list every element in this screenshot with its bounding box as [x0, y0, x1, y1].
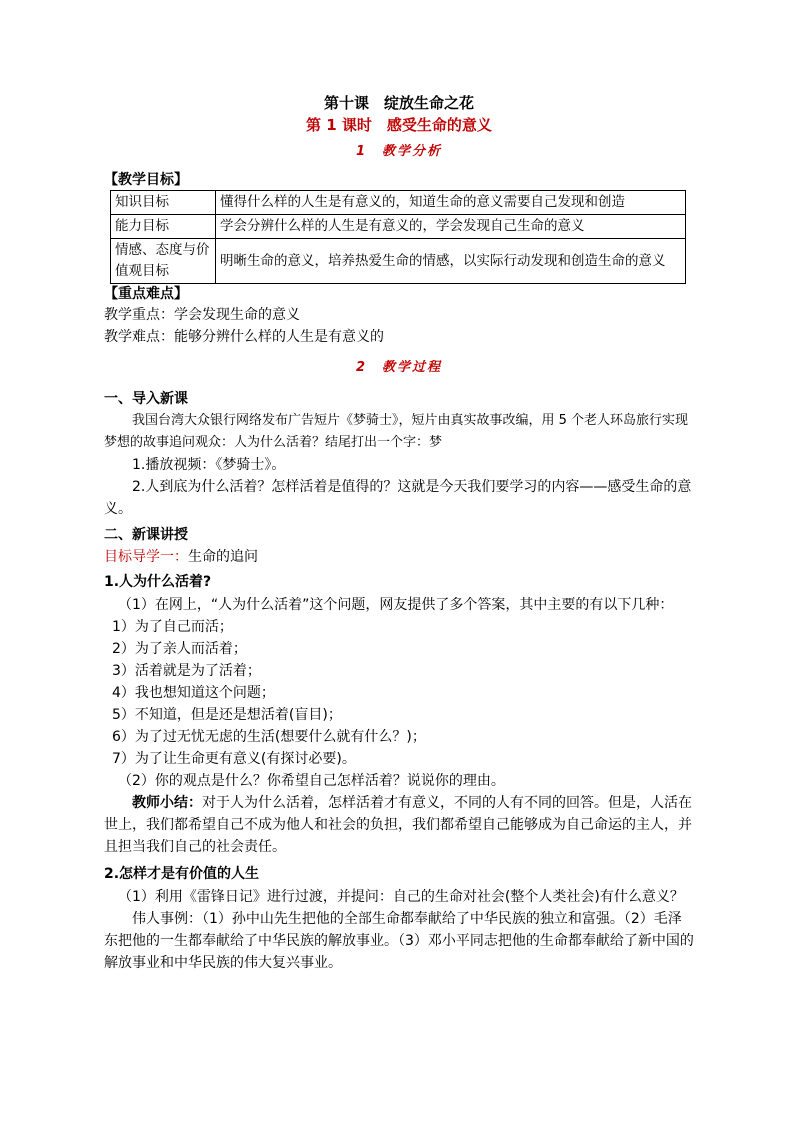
- summary-text: 对于人为什么活着，怎样活着才有意义，不同的人有不同的回答。但是，人活在世上，我们都希望自己不成为他人和社会的负担，我们都希望自己能够成为自己命运的主人，并且担当我们自己的社会责任。: [104, 795, 692, 855]
- list-item: 1）为了自己而活；: [112, 619, 233, 635]
- goal-label: 目标导学一：: [104, 549, 188, 565]
- objectives-table: [110, 190, 686, 284]
- goal-text: 生命的追问: [188, 549, 258, 565]
- lesson-title: 第十课 绽放生命之花: [323, 94, 474, 112]
- question-1-paragraph: （1）在网上，“人为什么活着”这个问题，网友提供了多个答案，其中主要的有以下几种：: [118, 597, 674, 613]
- lesson-heading: 二、新课讲授: [104, 527, 188, 543]
- objective-label: 情感、态度与价值观目标: [111, 239, 216, 284]
- objective-text: 懂得什么样的人生是有意义的，知道生命的意义需要自己发现和创造: [216, 191, 686, 215]
- question-1-paragraph-2: （2）你的观点是什么？你希望自己怎样活着？说说你的理由。: [118, 773, 505, 789]
- list-item: 4）我也想知道这个问题；: [112, 685, 275, 701]
- goal-line: [104, 546, 694, 568]
- question-2-paragraph: （1）利用《雷锋日记》进行过渡，并提问：自己的生命对社会(整个人类社会)有什么意义？: [118, 889, 684, 905]
- question-1-heading: 1.人为什么活着?: [104, 574, 212, 590]
- teaching-difficulty: 教学难点：能够分辨什么样的人生是有意义的: [104, 329, 384, 345]
- answers-list: [104, 616, 694, 770]
- intro-paragraph: 我国台湾大众银行网络发布广告短片《梦骑士》，短片由真实故事改编，用 5 个老人环岛旅行实现梦想的故事追问观众：人为什么活着？结尾打出一个字：梦: [104, 413, 689, 450]
- list-item: 2）为了亲人而活着；: [112, 641, 247, 657]
- section-process-heading: 2 教学过程: [355, 360, 443, 375]
- section-analysis-heading: 1 教学分析: [355, 144, 443, 159]
- objective-text: 明晰生命的意义，培养热爱生命的情感，以实际行动发现和创造生命的意义: [216, 239, 686, 284]
- teaching-focus: 教学重点：学会发现生命的意义: [104, 307, 300, 323]
- list-item: 6）为了过无忧无虑的生活(想要什么就有什么？)；: [112, 729, 426, 745]
- lesson-subtitle: 第 1 课时 感受生命的意义: [306, 116, 492, 134]
- teacher-summary: [104, 792, 694, 858]
- question-2-heading: 2.怎样才是有价值的人生: [104, 866, 260, 882]
- objective-text: 学会分辨什么样的人生是有意义的，学会发现自己生命的意义: [216, 215, 686, 239]
- document-page: [104, 92, 694, 974]
- table-row: [111, 239, 686, 284]
- objectives-heading: 【教学目标】: [104, 172, 188, 188]
- table-row: [111, 191, 686, 215]
- table-row: [111, 215, 686, 239]
- list-item: 5）不知道，但是还是想活着(盲目)；: [112, 707, 342, 723]
- summary-label: 教师小结：: [132, 795, 202, 811]
- objective-label: 能力目标: [111, 215, 216, 239]
- intro-item-1: 1.播放视频：《梦骑士》。: [132, 457, 286, 473]
- intro-heading: 一、导入新课: [104, 391, 188, 407]
- intro-item-2: 2.人到底为什么活着？怎样活着是值得的？这就是今天我们要学习的内容——感受生命的意义。: [104, 479, 692, 517]
- list-item: 3）活着就是为了活着；: [112, 663, 261, 679]
- question-2-paragraph-2: 伟人事例：（1）孙中山先生把他的全部生命都奉献给了中华民族的独立和富强。（2）毛泽东把他的一生都奉献给了中华民族的解放事业。（3）邓小平同志把他的生命都奉献给了新中国的解放事业和中华民族的伟大复兴事业。: [104, 911, 694, 971]
- objective-label: 知识目标: [111, 191, 216, 215]
- list-item: 7）为了让生命更有意义(有探讨必要)。: [112, 751, 356, 767]
- keypoints-heading: 【重点难点】: [104, 286, 188, 302]
